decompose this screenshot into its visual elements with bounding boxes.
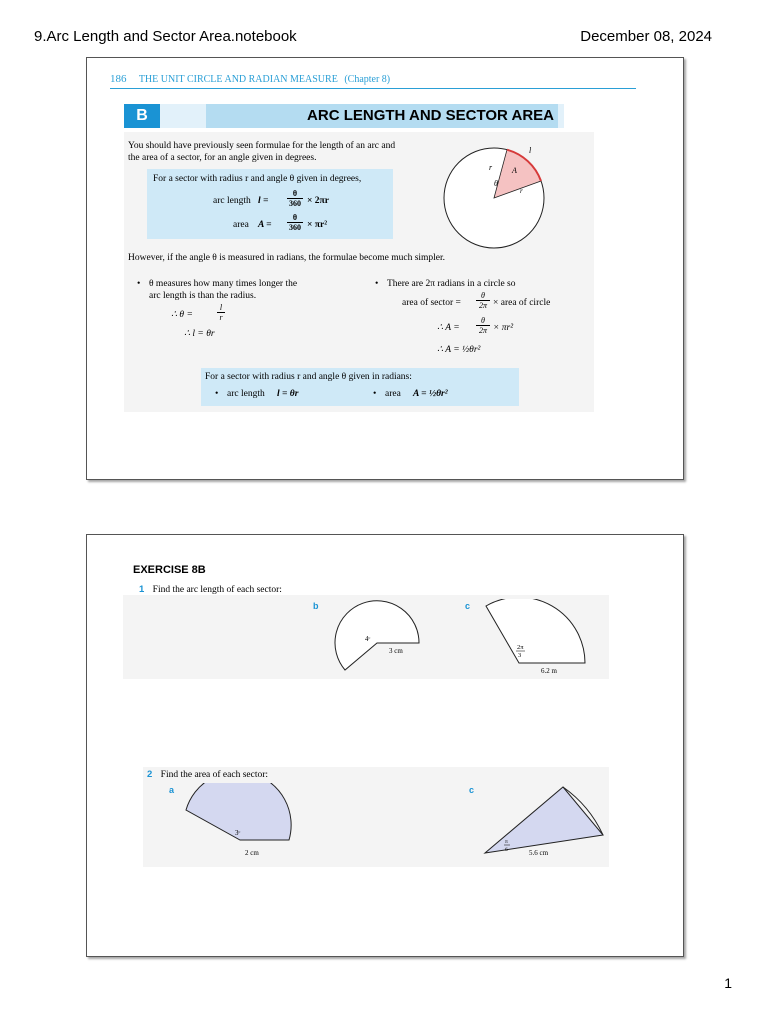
area-label: area	[233, 220, 249, 230]
arc-length-numerator: θ	[292, 189, 298, 198]
q1-part-c-letter: c	[465, 601, 471, 611]
left-step-1-denominator: r	[217, 312, 225, 322]
area-lhs: A =	[258, 220, 272, 230]
q2c-angle-den: 6	[505, 847, 508, 853]
right-bullet-text: There are 2π radians in a circle so	[387, 279, 516, 289]
q1c-radius-label: 6.2 m	[541, 667, 557, 675]
arc-length-label: arc length	[213, 196, 251, 206]
q2c-radius-label: 5.6 cm	[529, 849, 549, 857]
rad-area-bullet: •	[373, 389, 377, 399]
book-header-text: THE UNIT CIRCLE AND RADIAN MEASURE	[138, 74, 338, 85]
arc-length-lhs: l =	[258, 196, 269, 206]
q1b-angle-label: 4ᶜ	[365, 635, 371, 643]
page-number: 1	[724, 975, 732, 991]
left-bullet-dot: •	[137, 279, 141, 289]
question-2-number: 2	[147, 769, 153, 780]
rad-arc-bullet: •	[215, 389, 219, 399]
exercise-title: EXERCISE 8B	[133, 564, 206, 576]
area-A-label: A	[512, 166, 517, 175]
header-rule	[110, 88, 636, 89]
q1-part-b-letter: b	[313, 601, 319, 611]
arc-length-denominator: 360	[289, 199, 301, 208]
arc-l-label: l	[529, 146, 532, 155]
however-text: However, if the angle θ is measured in radians, the formulae become much simpler.	[128, 253, 446, 263]
book-chapter: (Chapter 8)	[344, 74, 391, 85]
question-2	[147, 769, 268, 781]
right-step-2: ∴ A = ½θr²	[437, 345, 481, 355]
q1b-sector-diagram	[327, 599, 427, 679]
q2a-radius-label: 2 cm	[245, 849, 259, 857]
radians-formula-box	[201, 368, 519, 406]
q2-part-c-letter: c	[469, 785, 475, 795]
rad-area-label: area	[385, 389, 401, 399]
area-rhs: × πr²	[307, 220, 328, 230]
notebook-title: 9.Arc Length and Sector Area.notebook	[34, 28, 297, 45]
radius-label-top: r	[489, 163, 493, 172]
notebook-page-panel-1	[86, 57, 684, 480]
q1c-angle-num: 2π	[517, 644, 524, 651]
degrees-box-intro: For a sector with radius r and angle θ given in degrees,	[153, 174, 362, 184]
intro-line-1: You should have previously seen formulae for the length of an arc and	[128, 141, 396, 151]
left-step-1-numerator: l	[219, 303, 223, 312]
q2a-angle-label: 3ᶜ	[235, 829, 241, 837]
question-1	[139, 584, 282, 596]
theta-label: θ	[494, 179, 498, 188]
q2a-sector-diagram	[181, 783, 301, 863]
degrees-formula-box	[147, 169, 393, 239]
sector-circle-diagram	[437, 138, 557, 258]
right-step-1-denominator: 2π	[476, 325, 490, 335]
radius-label-bottom: r	[520, 187, 523, 195]
book-page-number: 186	[110, 73, 127, 85]
right-step-1-prefix: ∴ A =	[437, 323, 460, 333]
right-bullet-dot: •	[375, 279, 379, 289]
section-letter: B	[124, 104, 160, 128]
area-denominator: 360	[289, 223, 301, 232]
right-area-numerator: θ	[481, 291, 485, 300]
right-area-denominator: 2π	[476, 300, 490, 310]
rad-arc-formula: l = θr	[277, 389, 299, 399]
left-bullet-line-2: arc length is than the radius.	[149, 291, 257, 301]
q2c-angle-num: π	[505, 839, 508, 845]
arc-length-rhs: × 2πr	[307, 196, 329, 206]
section-title: ARC LENGTH AND SECTOR AREA	[206, 104, 558, 128]
q2c-sector-shape	[485, 787, 603, 853]
arc-length-fraction	[287, 189, 303, 208]
rad-area-formula: A = ½θr²	[413, 389, 448, 399]
left-bullet-line-1: θ measures how many times longer the	[149, 279, 298, 289]
left-step-1-prefix: ∴ θ =	[171, 310, 193, 320]
right-step-1-fraction	[476, 316, 490, 335]
q1b-radius-label: 3 cm	[389, 647, 403, 655]
book-running-header	[110, 73, 390, 85]
area-numerator: θ	[292, 213, 298, 222]
notebook-page-panel-2	[86, 534, 684, 957]
rad-arc-label: arc length	[227, 389, 265, 399]
notebook-date: December 08, 2024	[580, 28, 712, 45]
section-heading	[124, 104, 564, 128]
q2-part-a-letter: a	[169, 785, 175, 795]
q1c-angle-den: 3	[518, 652, 522, 659]
area-fraction	[287, 213, 303, 232]
left-step-1-fraction	[217, 303, 225, 322]
q1b-sector-shape	[335, 601, 419, 670]
question-1-number: 1	[139, 584, 145, 595]
right-area-suffix: × area of circle	[493, 298, 551, 308]
right-step-1-suffix: × πr²	[493, 323, 514, 333]
right-area-fraction	[476, 291, 490, 310]
intro-line-2: the area of a sector, for an angle given in degrees.	[128, 153, 317, 163]
q1c-sector-shape	[486, 599, 585, 663]
right-area-prefix: area of sector =	[402, 298, 461, 308]
left-step-2: ∴ l = θr	[184, 329, 215, 339]
q1c-sector-diagram	[479, 599, 609, 679]
right-step-1-numerator: θ	[481, 316, 485, 325]
question-2-text: Find the area of each sector:	[160, 770, 269, 780]
radians-box-intro: For a sector with radius r and angle θ given in radians:	[205, 372, 412, 382]
q2c-sector-diagram	[481, 783, 611, 863]
question-1-text: Find the arc length of each sector:	[152, 585, 282, 595]
